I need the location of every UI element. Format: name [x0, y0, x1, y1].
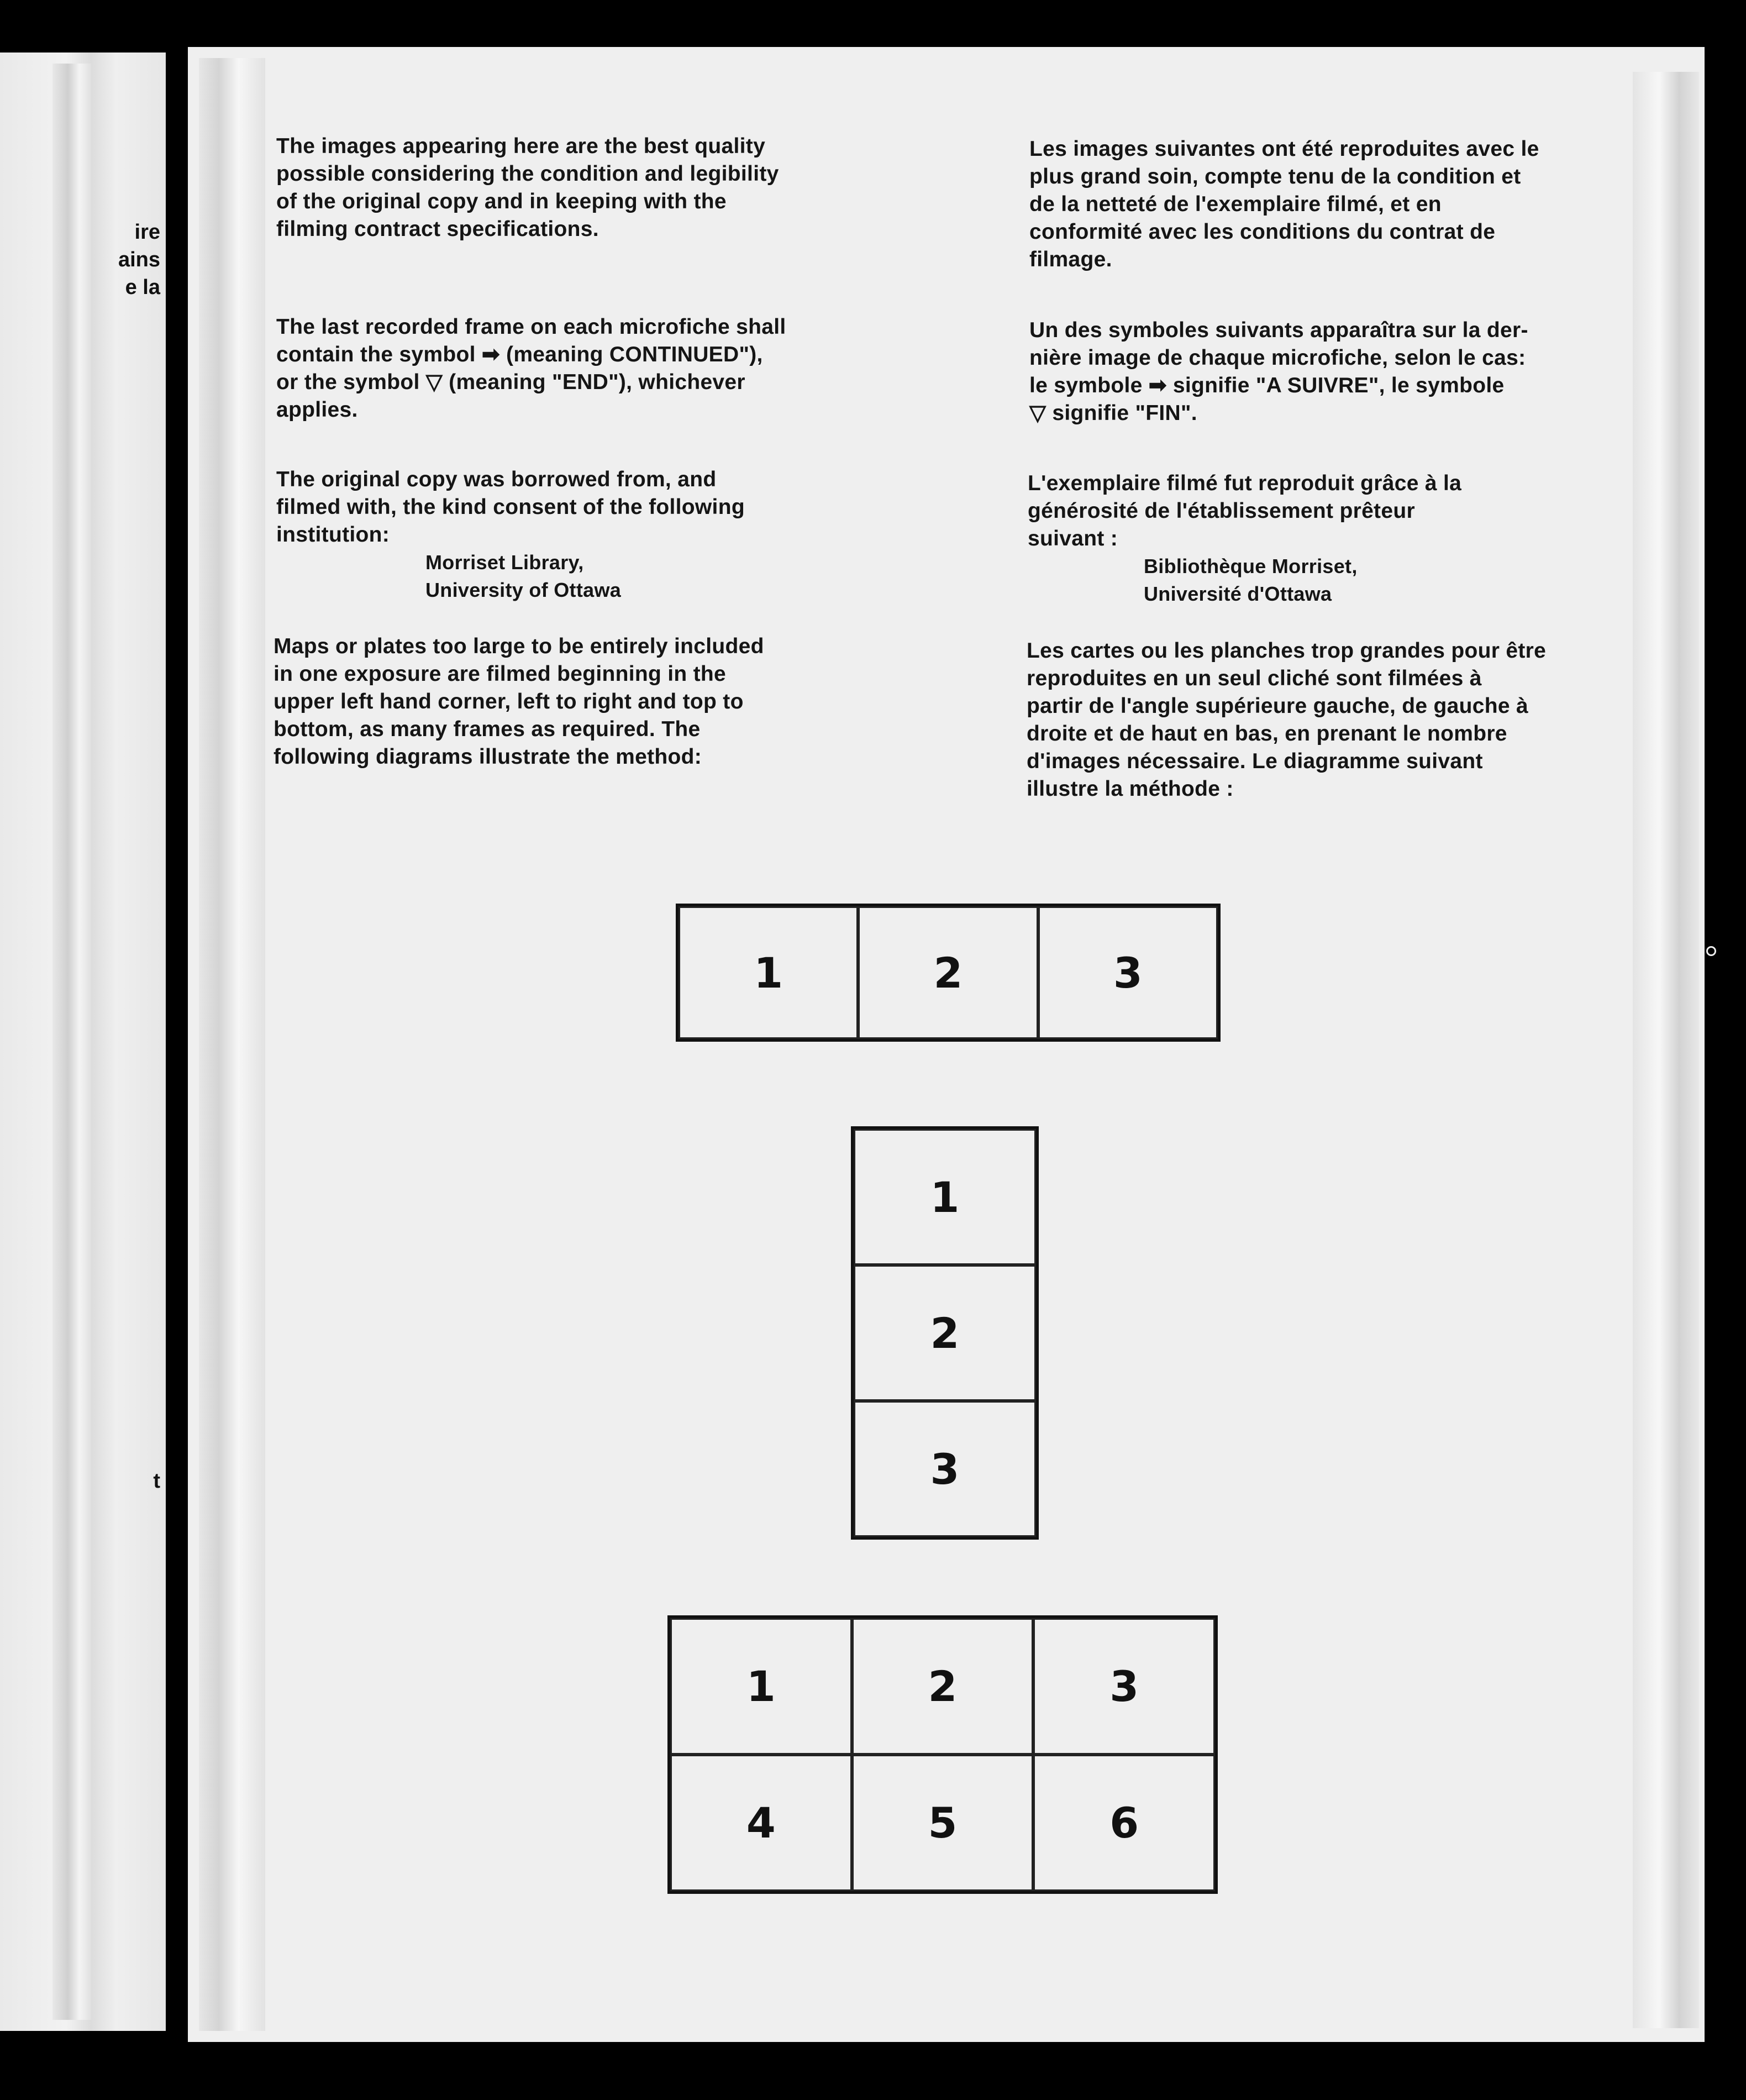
- frame-cell: 2: [858, 906, 1038, 1039]
- text-line: in one exposure are filmed beginning in the: [274, 662, 727, 686]
- text-line: applies.: [276, 398, 358, 422]
- diagram-horizontal-frames: [676, 904, 1221, 1042]
- previous-page-text-fragments: [118, 218, 160, 301]
- text-line: filming contract specifications.: [276, 217, 599, 241]
- text-line: bottom, as many frames as required. The: [274, 717, 701, 741]
- text-line: or the symbol ▽ (meaning "END"), whichever: [276, 370, 745, 394]
- english-institution-statement: [276, 466, 745, 604]
- french-institution-statement: [1028, 470, 1461, 608]
- text-line: d'images nécessaire. Le diagramme suivant: [1027, 749, 1483, 773]
- fragment-line: e la: [125, 276, 160, 299]
- text-line: The images appearing here are the best quality: [276, 134, 766, 158]
- text-line: Maps or plates too large to be entirely included: [274, 634, 764, 658]
- text-line: filmed with, the kind consent of the following: [276, 495, 745, 519]
- text-line: Les images suivantes ont été reproduites avec le: [1029, 137, 1539, 161]
- text-line: de la netteté de l'exemplaire filmé, et en: [1029, 192, 1442, 216]
- text-line: The original copy was borrowed from, and: [276, 468, 717, 491]
- text-line: générosité de l'établissement prêteur: [1028, 499, 1415, 523]
- frame-cell: 3: [1033, 1618, 1215, 1755]
- text-line: illustre la méthode :: [1027, 777, 1234, 801]
- english-quality-statement: [276, 133, 779, 243]
- text-line: filmage.: [1029, 248, 1112, 271]
- page-fold-right: [1633, 72, 1699, 2028]
- frame-cell: 3: [854, 1401, 1036, 1537]
- frame-cell: 2: [854, 1265, 1036, 1401]
- fragment-line: ire: [134, 221, 160, 244]
- page-fold-shadow: [52, 64, 91, 2020]
- institution-name: Bibliothèque Morriset,: [1144, 555, 1358, 578]
- text-line: conformité avec les conditions du contrat de: [1029, 220, 1496, 244]
- french-method-statement: [1027, 637, 1546, 803]
- diagram-vertical-frames: [851, 1126, 1039, 1540]
- film-dust-speck: [1706, 946, 1716, 956]
- english-method-statement: [274, 633, 764, 771]
- text-line: partir de l'angle supérieure gauche, de gauche à: [1027, 694, 1528, 718]
- french-quality-statement: [1029, 135, 1539, 274]
- english-symbol-statement: [276, 313, 786, 424]
- previous-page-text-fragment-bottom: t: [153, 1469, 160, 1493]
- text-line: contain the symbol ➡ (meaning CONTINUED"),: [276, 343, 763, 366]
- frame-cell: 3: [1038, 906, 1218, 1039]
- page-fold-left: [199, 58, 265, 2031]
- frame-cell: 5: [852, 1755, 1034, 1891]
- text-line: following diagrams illustrate the method:: [274, 745, 702, 769]
- frame-cell: 1: [679, 906, 858, 1039]
- frame-cell: 6: [1033, 1755, 1215, 1891]
- text-line: droite et de haut en bas, en prenant le nombre: [1027, 722, 1507, 746]
- text-line: plus grand soin, compte tenu de la condition et: [1029, 165, 1521, 188]
- institution-name: University of Ottawa: [425, 579, 622, 601]
- text-line: Un des symboles suivants apparaîtra sur la der-: [1029, 318, 1528, 342]
- text-line: le symbole ➡ signifie "A SUIVRE", le symbole: [1029, 374, 1505, 397]
- text-line: L'exemplaire filmé fut reproduit grâce à la: [1028, 471, 1462, 495]
- institution-name: Morriset Library,: [425, 551, 584, 574]
- text-line: upper left hand corner, left to right and top to: [274, 690, 744, 713]
- frame-cell: 1: [670, 1618, 852, 1755]
- frame-cell: 4: [670, 1755, 852, 1891]
- diagram-grid-frames: [667, 1615, 1218, 1894]
- text-line: ▽ signifie "FIN".: [1029, 401, 1197, 425]
- text-line: possible considering the condition and legibility: [276, 162, 779, 186]
- text-line: institution:: [276, 523, 390, 547]
- frame-cell: 1: [854, 1129, 1036, 1265]
- fragment-line: ains: [118, 248, 160, 271]
- text-line: nière image de chaque microfiche, selon le cas:: [1029, 346, 1526, 370]
- previous-page-edge: [0, 53, 166, 2031]
- frame-cell: 2: [852, 1618, 1034, 1755]
- institution-name: Université d'Ottawa: [1144, 582, 1332, 605]
- text-line: Les cartes ou les planches trop grandes pour être: [1027, 639, 1547, 663]
- text-line: suivant :: [1028, 527, 1118, 550]
- french-symbol-statement: [1029, 317, 1528, 427]
- text-line: The last recorded frame on each microfiche shall: [276, 315, 786, 339]
- text-line: reproduites en un seul cliché sont filmées à: [1027, 666, 1482, 690]
- text-line: of the original copy and in keeping with the: [276, 190, 727, 213]
